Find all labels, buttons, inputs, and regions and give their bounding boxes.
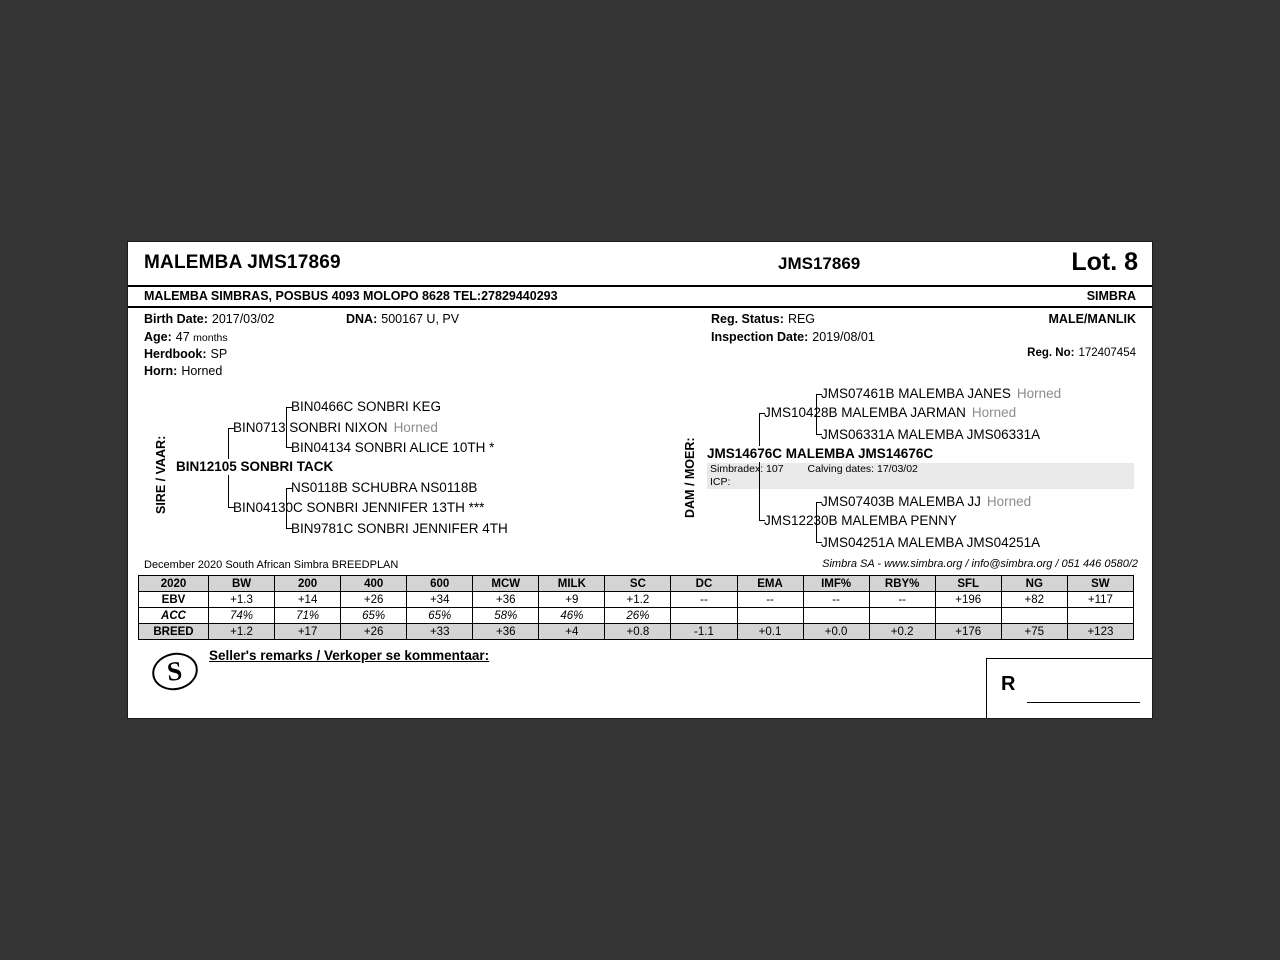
bp-cell: -1.1: [671, 624, 737, 640]
animal-name: BIN0713 SONBRI NIXON: [233, 420, 388, 435]
bp-cell: +176: [935, 624, 1001, 640]
bp-cell: +34: [407, 592, 473, 608]
seller-remarks-label: Seller's remarks / Verkoper se kommentaar:: [209, 648, 490, 663]
bp-cell: +17: [275, 624, 341, 640]
bp-cell: +82: [1001, 592, 1067, 608]
bp-col-header: DC: [671, 576, 737, 592]
bp-cell: +36: [473, 624, 539, 640]
animal-name: BIN12105 SONBRI TACK: [176, 459, 334, 474]
bp-cell: --: [737, 592, 803, 608]
reg-no-value: 172407454: [1078, 347, 1136, 359]
breeder-address: MALEMBA SIMBRAS, POSBUS 4093 MOLOPO 8628 TEL:27829440293: [144, 289, 558, 303]
pedigree-entry-sire-sire-dam: [291, 440, 500, 456]
bp-cell: +14: [275, 592, 341, 608]
currency-symbol: R: [1001, 673, 1016, 695]
bp-col-header: 2020: [139, 576, 209, 592]
horned-tag: Horned: [393, 420, 438, 435]
animal-name: BIN04134 SONBRI ALICE 10TH *: [291, 440, 495, 455]
bp-cell: [935, 608, 1001, 624]
pedigree-entry-dam-dam-sire: [821, 494, 1031, 510]
pedigree-entry-dam-dam-dam: [821, 535, 1046, 551]
bp-col-header: SFL: [935, 576, 1001, 592]
bp-cell: +0.0: [803, 624, 869, 640]
bp-row-label: BREED: [139, 624, 209, 640]
bp-ebv-row: [139, 592, 1134, 608]
bp-row-label: EBV: [139, 592, 209, 608]
bp-cell: +0.8: [605, 624, 671, 640]
pedigree-entry-sire-sire: [233, 420, 438, 436]
birth-date-label: Birth Date:: [144, 312, 208, 326]
pedigree-entry-dam-subject: [707, 446, 936, 462]
header-divider: [128, 285, 1152, 287]
society-s-logo: [149, 649, 202, 695]
bp-cell: +36: [473, 592, 539, 608]
pedigree-entry-dam-sire: [764, 405, 1016, 421]
pedigree-entry-dam-sire-dam: [821, 427, 1046, 443]
price-blank-line: [1027, 702, 1140, 703]
sex-field: [1049, 312, 1137, 326]
horn-label: Horn:: [144, 364, 178, 378]
breedplan-title: December 2020 South African Simbra BREEDPLAN: [144, 559, 399, 571]
animal-name: NS0118B SCHUBRA NS0118B: [291, 480, 478, 495]
price-box: [986, 658, 1152, 718]
bp-col-header: IMF%: [803, 576, 869, 592]
bp-cell: +4: [539, 624, 605, 640]
catalog-card: [127, 241, 1153, 719]
animal-name: JMS06331A MALEMBA JMS06331A: [821, 427, 1041, 442]
inspection-field: [711, 330, 875, 344]
animal-name: JMS12230B MALEMBA PENNY: [764, 513, 957, 528]
bp-cell: +196: [935, 592, 1001, 608]
pedigree-connector: [759, 413, 765, 521]
bp-row-label: ACC: [139, 608, 209, 624]
reg-status-field: [711, 312, 815, 326]
bp-col-header: NG: [1001, 576, 1067, 592]
logo-letter: S: [165, 655, 184, 687]
bp-col-header: EMA: [737, 576, 803, 592]
bp-cell: +26: [341, 592, 407, 608]
animal-name: BIN9781C SONBRI JENNIFER 4TH: [291, 521, 508, 536]
address-divider: [128, 306, 1152, 308]
reg-status-value: REG: [787, 312, 816, 326]
bp-cell: [737, 608, 803, 624]
bp-breed-row: [139, 624, 1134, 640]
animal-reg-id: JMS17869: [778, 254, 861, 273]
reg-no-field: [1027, 347, 1136, 359]
simbradex-value: Simbradex: 107: [710, 463, 784, 475]
bp-acc-row: [139, 608, 1134, 624]
bp-cell: +26: [341, 624, 407, 640]
bp-col-header: BW: [209, 576, 275, 592]
bp-cell: 58%: [473, 608, 539, 624]
bp-cell: +117: [1067, 592, 1133, 608]
bp-cell: +1.3: [209, 592, 275, 608]
bp-col-header: SW: [1067, 576, 1133, 592]
dna-label: DNA:: [346, 312, 378, 326]
bp-cell: +33: [407, 624, 473, 640]
reg-no-label: Reg. No:: [1027, 347, 1075, 359]
bp-col-header: RBY%: [869, 576, 935, 592]
animal-name: BIN04130C SONBRI JENNIFER 13TH ***: [233, 500, 485, 515]
pedigree-entry-sire-sire-sire: [291, 399, 447, 415]
bp-cell: [803, 608, 869, 624]
breedplan-table: [138, 575, 1134, 640]
animal-name: JMS07461B MALEMBA JANES: [821, 386, 1011, 401]
breed-society-label: SIMBRA: [1086, 289, 1136, 303]
bp-col-header: 400: [341, 576, 407, 592]
age-field: [144, 330, 228, 344]
bp-header-row: [139, 576, 1134, 592]
animal-name: JMS04251A MALEMBA JMS04251A: [821, 535, 1041, 550]
sex-value: MALE/MANLIK: [1048, 312, 1136, 326]
dam-axis-label: DAM / MOER:: [683, 437, 697, 518]
pedigree-entry-dam-dam: [764, 513, 963, 529]
bp-cell: +123: [1067, 624, 1133, 640]
reg-status-label: Reg. Status:: [711, 312, 784, 326]
pedigree-entry-sire-dam-sire: [291, 480, 483, 496]
dna-field: [346, 312, 459, 326]
dam-stats-band: [707, 463, 1134, 476]
bp-col-header: MCW: [473, 576, 539, 592]
dna-value: 500167 U, PV: [381, 312, 460, 326]
bp-cell: 65%: [407, 608, 473, 624]
pedigree-entry-dam-sire-sire: [821, 386, 1061, 402]
herdbook-label: Herdbook:: [144, 347, 207, 361]
animal-name: JMS14676C MALEMBA JMS14676C: [707, 446, 934, 461]
pedigree-entry-sire-subject: [176, 459, 336, 475]
bp-cell: 65%: [341, 608, 407, 624]
bp-cell: [1001, 608, 1067, 624]
bp-cell: +0.1: [737, 624, 803, 640]
herdbook-value: SP: [210, 347, 228, 361]
bp-cell: +0.2: [869, 624, 935, 640]
age-label: Age:: [144, 330, 172, 344]
bp-cell: +9: [539, 592, 605, 608]
horned-tag: Horned: [986, 494, 1032, 509]
bp-cell: 74%: [209, 608, 275, 624]
bp-cell: +1.2: [605, 592, 671, 608]
bp-cell: 46%: [539, 608, 605, 624]
bp-cell: +1.2: [209, 624, 275, 640]
icp-band: [707, 476, 1134, 489]
sire-axis-label: SIRE / VAAR:: [154, 435, 168, 514]
inspection-value: 2019/08/01: [812, 330, 875, 344]
bp-col-header: MILK: [539, 576, 605, 592]
birth-date-field: [144, 312, 274, 326]
birth-date-value: 2017/03/02: [211, 312, 275, 326]
age-value: 47: [175, 330, 190, 344]
animal-name: BIN0466C SONBRI KEG: [291, 399, 442, 414]
calving-dates-value: Calving dates: 17/03/02: [807, 463, 918, 475]
bp-col-header: SC: [605, 576, 671, 592]
age-unit: months: [193, 332, 228, 344]
bp-cell: --: [671, 592, 737, 608]
bp-cell: +75: [1001, 624, 1067, 640]
animal-title: MALEMBA JMS17869: [144, 252, 341, 273]
horn-field: [144, 364, 222, 378]
bp-col-header: 200: [275, 576, 341, 592]
horned-tag: Horned: [971, 405, 1017, 420]
icp-label: ICP:: [710, 476, 731, 488]
breedplan-source: Simbra SA - www.simbra.org / info@simbra.org / 051 446 0580/2: [822, 558, 1138, 570]
bp-cell: 71%: [275, 608, 341, 624]
bp-cell: [869, 608, 935, 624]
bp-cell: [1067, 608, 1133, 624]
horn-value: Horned: [181, 364, 223, 378]
bp-cell: [671, 608, 737, 624]
bp-col-header: 600: [407, 576, 473, 592]
bp-cell: --: [803, 592, 869, 608]
animal-name: JMS07403B MALEMBA JJ: [821, 494, 981, 509]
animal-name: JMS10428B MALEMBA JARMAN: [764, 405, 966, 420]
pedigree-entry-sire-dam: [233, 500, 490, 516]
pedigree-entry-sire-dam-dam: [291, 521, 514, 537]
lot-number: Lot. 8: [1071, 248, 1138, 276]
herdbook-field: [144, 347, 227, 361]
bp-cell: 26%: [605, 608, 671, 624]
horned-tag: Horned: [1016, 386, 1062, 401]
bp-cell: --: [869, 592, 935, 608]
inspection-label: Inspection Date:: [711, 330, 809, 344]
